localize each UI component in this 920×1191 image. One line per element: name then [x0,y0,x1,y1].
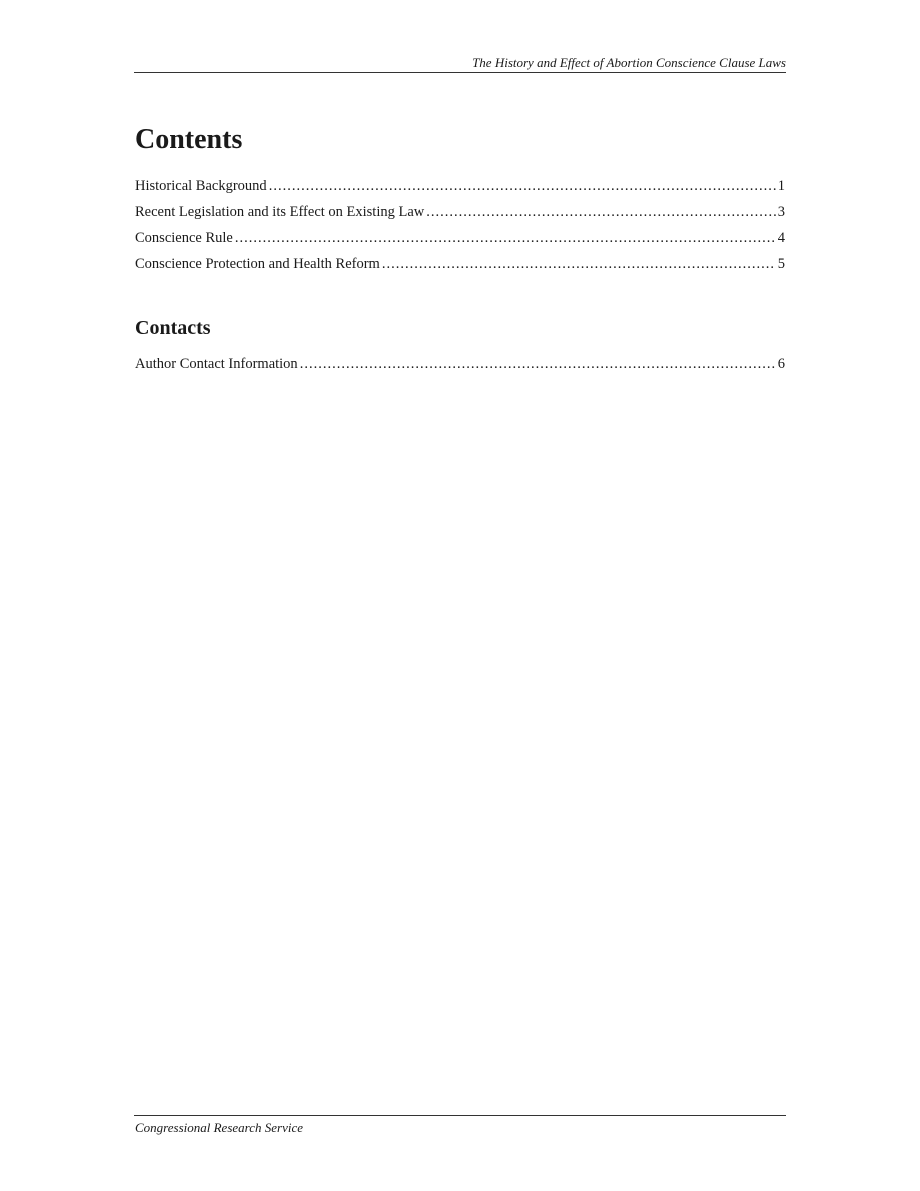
toc-dot-leader [300,354,776,374]
toc-entry-conscience-protection[interactable] [135,254,785,280]
toc-dot-leader [382,254,776,274]
toc-entry-author-contact[interactable] [135,354,785,380]
toc-entry-page: 5 [777,256,785,272]
toc-entry-page: 6 [777,356,785,372]
toc-entry-title: Conscience Rule [135,230,233,246]
toc-entry-title: Conscience Protection and Health Reform [135,256,380,272]
running-header: The History and Effect of Abortion Conscience Clause Laws [472,55,786,70]
footer-divider [134,1115,786,1116]
contacts-list [135,354,785,380]
toc-dot-leader [269,176,776,196]
toc-entry-historical-background[interactable] [135,176,785,202]
toc-entry-page: 1 [777,178,785,194]
toc-entry-conscience-rule[interactable] [135,228,785,254]
toc-entry-recent-legislation[interactable] [135,202,785,228]
toc-entry-title: Recent Legislation and its Effect on Existing Law [135,204,425,220]
header-divider [134,72,786,73]
toc-dot-leader [426,202,775,222]
toc-entry-page: 4 [777,230,785,246]
toc-entry-title: Author Contact Information [135,356,298,372]
toc-dot-leader [235,228,776,248]
running-footer: Congressional Research Service [135,1120,303,1135]
toc-entry-page: 3 [777,204,785,220]
contents-list [135,176,785,280]
contents-heading: Contents [135,124,243,155]
toc-entry-title: Historical Background [135,178,267,194]
contacts-heading: Contacts [135,317,211,339]
